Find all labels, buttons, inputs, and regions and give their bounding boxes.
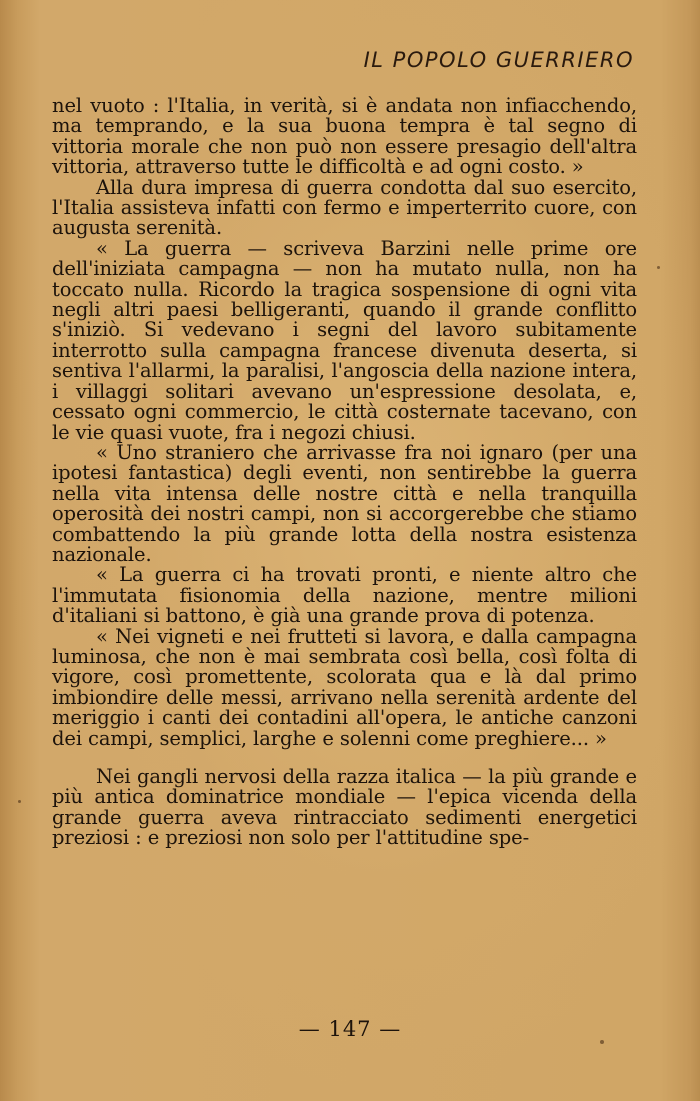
page-number: — 147 — bbox=[298, 1017, 402, 1041]
paragraph-5: « La guerra ci ha trovati pronti, e niente altro che l'immutata fisionomia della nazione, mentre milioni d'italiani si battono, è già una grande prova di potenza. bbox=[52, 563, 637, 628]
paper-spot bbox=[18, 800, 21, 803]
paragraph-2: Alla dura impresa di guerra condotta dal suo esercito, l'Italia assisteva infatti con fermo e imperterrito cuore, con augusta serenità. bbox=[52, 175, 637, 240]
paragraph-3: « La guerra — scriveva Barzini nelle prime ore dell'iniziata campagna — non ha mutato nulla, non ha toccato nulla. Ricordo la tragica sospensione di ogni vita negli altri paesi belligeranti, quando il grande conflitto s'iniziò. Si vedevano i segni del lavoro subitamente interrotto sulla campagna francese divenuta deserta, si sentiva l'allarmi, la paralisi, l'angoscia della nazione intera, i villaggi solitari avevano un'espressione desolata, e, cessato ogni commercio, le città costernate tacevano, con le vie quasi vuote, fra i negozi chiusi. bbox=[52, 236, 637, 444]
paragraph-6: « Nei vigneti e nei frutteti si lavora, e dalla campagna luminosa, che non è mai sembrata così bella, così folta di vigore, così promettente, scolorata qua e là dal primo imbiondire delle messi, arrivano nella serenità ardente del meriggio i canti dei contadini all'opera, le antiche canzoni dei campi, semplici, larghe e solenni come preghiere... » bbox=[52, 624, 637, 750]
paper-spot bbox=[600, 1040, 604, 1044]
running-header: IL POPOLO GUERRIERO bbox=[363, 48, 634, 72]
paragraph-7: Nei gangli nervosi della razza italica — la più grande e più antica dominatrice mondiale — l'epica vicenda della grande guerra aveva rintracciato sedimenti energetici preziosi : e preziosi non solo per l'attitudine spe- bbox=[52, 765, 637, 850]
paragraph-1: nel vuoto : l'Italia, in verità, si è andata non infiacchendo, ma temprando, e la sua buona tempra è tal segno di vittoria morale che non può non essere presagio dell'altra vittoria, attraverso tutte le difficoltà e ad ogni costo. » bbox=[52, 94, 637, 179]
body-text bbox=[52, 96, 637, 849]
paragraph-4: « Uno straniero che arrivasse fra noi ignaro (per una ipotesi fantastica) degli eventi, non sentirebbe la guerra nella vita intensa delle nostre città e nella tranquilla operosità dei nostri campi, non si accorgerebbe che stiamo combattendo la più grande lotta della nostra esistenza nazionale. bbox=[52, 440, 637, 566]
paper-spot bbox=[657, 266, 660, 269]
